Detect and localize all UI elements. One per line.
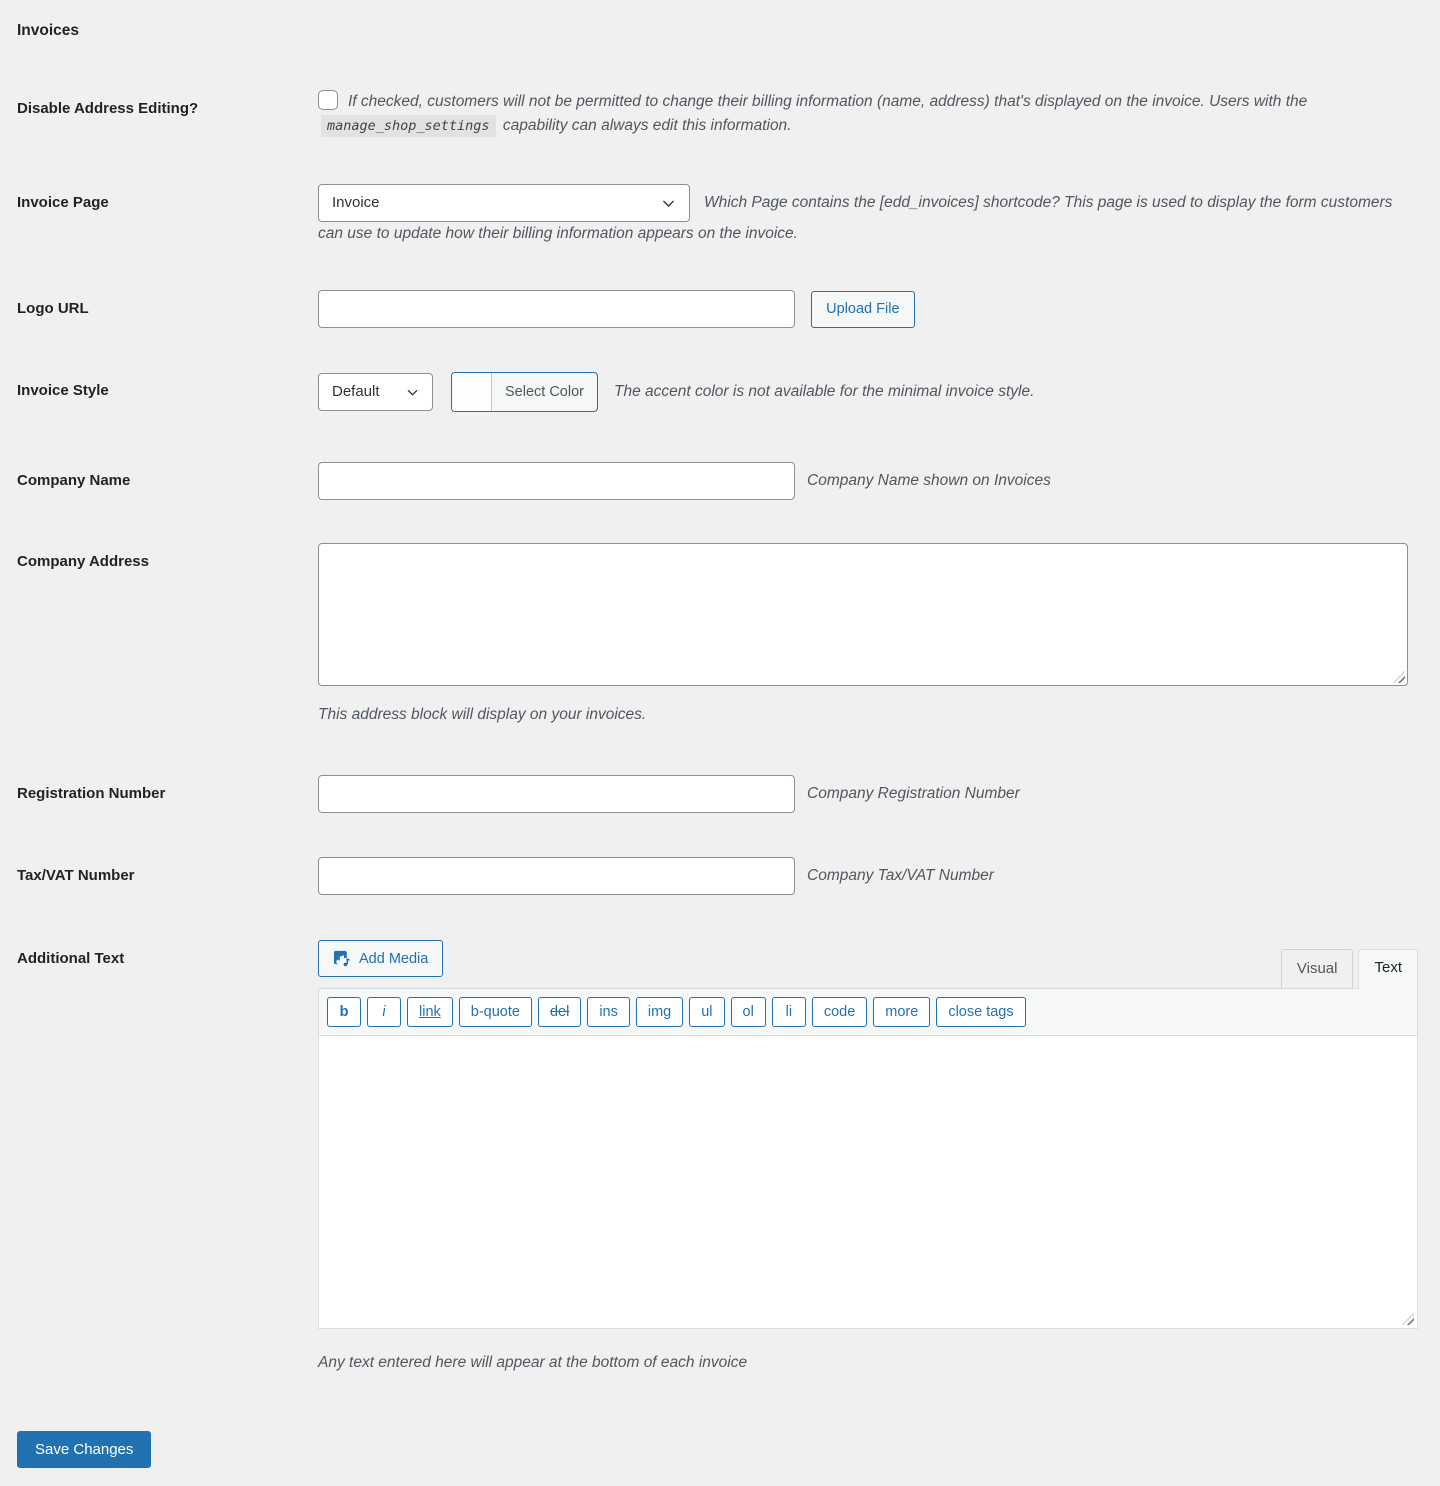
row-registration-number xyxy=(17,775,1418,813)
qt-del-button[interactable]: del xyxy=(538,997,581,1027)
chevron-down-icon xyxy=(660,195,677,212)
row-tax-vat-number xyxy=(17,857,1418,895)
field-registration-number xyxy=(318,775,1418,813)
invoice-page-select[interactable] xyxy=(318,184,690,222)
qt-blockquote-button[interactable]: b-quote xyxy=(459,997,532,1027)
wp-editor xyxy=(318,940,1418,1329)
upload-file-button[interactable]: Upload File xyxy=(811,291,914,328)
registration-number-description: Company Registration Number xyxy=(807,785,1020,803)
qt-li-button[interactable]: li xyxy=(772,997,806,1027)
field-label-registration-number: Registration Number xyxy=(17,785,166,803)
qt-code-button[interactable]: code xyxy=(812,997,867,1027)
page-title: Invoices xyxy=(17,22,80,39)
field-additional-text xyxy=(318,940,1418,1375)
field-label-logo-url: Logo URL xyxy=(17,300,89,318)
invoice-style-description: The accent color is not available for the minimal invoice style. xyxy=(613,383,1035,401)
editor-mode-tabs xyxy=(1281,949,1418,988)
company-name-input[interactable] xyxy=(318,462,795,500)
row-invoice-page xyxy=(17,184,1418,246)
invoice-style-select[interactable] xyxy=(318,373,433,411)
company-name-description: Company Name shown on Invoices xyxy=(807,472,1051,490)
quicktags-toolbar xyxy=(319,989,1417,1035)
disable-address-editing-checkbox[interactable] xyxy=(318,90,338,110)
qt-more-button[interactable]: more xyxy=(873,997,930,1027)
qt-ul-button[interactable]: ul xyxy=(689,997,724,1027)
editor-container xyxy=(318,988,1418,1329)
field-invoice-page xyxy=(318,184,1418,246)
row-company-address xyxy=(17,543,1418,727)
field-label-invoice-style: Invoice Style xyxy=(17,382,109,400)
qt-ol-button[interactable]: ol xyxy=(731,997,766,1027)
tab-text[interactable]: Text xyxy=(1358,949,1418,989)
media-icon xyxy=(333,949,352,968)
editor-top-bar xyxy=(318,940,1418,988)
row-invoice-style xyxy=(17,372,1418,412)
field-label-invoice-page: Invoice Page xyxy=(17,194,109,212)
additional-text-description: Any text entered here will appear at the bottom of each invoice xyxy=(318,1354,748,1372)
company-address-textarea[interactable] xyxy=(318,543,1408,686)
qt-link-button[interactable]: link xyxy=(407,997,453,1027)
row-logo-url xyxy=(17,290,1418,328)
field-tax-vat-number xyxy=(318,857,1418,895)
row-company-name xyxy=(17,462,1418,500)
tax-vat-number-input[interactable] xyxy=(318,857,795,895)
logo-url-input[interactable] xyxy=(318,290,795,328)
registration-number-input[interactable] xyxy=(318,775,795,813)
add-media-label: Add Media xyxy=(359,950,429,967)
field-logo-url xyxy=(318,290,1418,328)
select-color-button[interactable] xyxy=(451,372,598,412)
invoice-style-select-value: Default xyxy=(332,383,380,401)
submit-row xyxy=(17,1431,1418,1468)
tab-visual[interactable]: Visual xyxy=(1281,949,1354,988)
chevron-down-icon xyxy=(405,385,420,400)
additional-text-editor-textarea[interactable] xyxy=(319,1036,1417,1328)
row-additional-text xyxy=(17,940,1418,1375)
invoice-page-select-value: Invoice xyxy=(332,194,380,212)
capability-code: manage_shop_settings xyxy=(321,115,496,137)
invoice-page-description: Which Page contains the [edd_invoices] shortcode? This page is used to display the form customers can use to update how their billing information appears on the invoice. xyxy=(318,194,1393,243)
qt-ins-button[interactable]: ins xyxy=(587,997,630,1027)
qt-img-button[interactable]: img xyxy=(636,997,683,1027)
field-label-disable-address-editing: Disable Address Editing? xyxy=(17,100,199,117)
save-changes-button[interactable]: Save Changes xyxy=(17,1431,151,1468)
field-company-name xyxy=(318,462,1418,500)
disable-address-editing-description: If checked, customers will not be permitted to change their billing information (name, address) that's displayed on the invoice. Users with the manage_shop_settings capability can always edit this information. xyxy=(318,93,1307,134)
field-label-tax-vat-number: Tax/VAT Number xyxy=(17,867,135,885)
company-address-description: This address block will display on your invoices. xyxy=(318,706,647,724)
color-swatch xyxy=(452,373,492,411)
select-color-label: Select Color xyxy=(505,383,584,400)
add-media-button[interactable] xyxy=(318,940,443,977)
tax-vat-number-description: Company Tax/VAT Number xyxy=(807,867,994,885)
field-disable-address-editing xyxy=(318,90,1418,138)
field-label-additional-text: Additional Text xyxy=(17,950,125,968)
row-disable-address-editing xyxy=(17,90,1418,138)
qt-italic-button[interactable]: i xyxy=(367,997,401,1027)
qt-close-tags-button[interactable]: close tags xyxy=(936,997,1025,1027)
field-label-company-name: Company Name xyxy=(17,472,131,490)
qt-bold-button[interactable]: b xyxy=(327,997,361,1027)
field-label-company-address: Company Address xyxy=(17,553,149,571)
field-invoice-style xyxy=(318,372,1418,412)
field-company-address xyxy=(318,543,1418,727)
